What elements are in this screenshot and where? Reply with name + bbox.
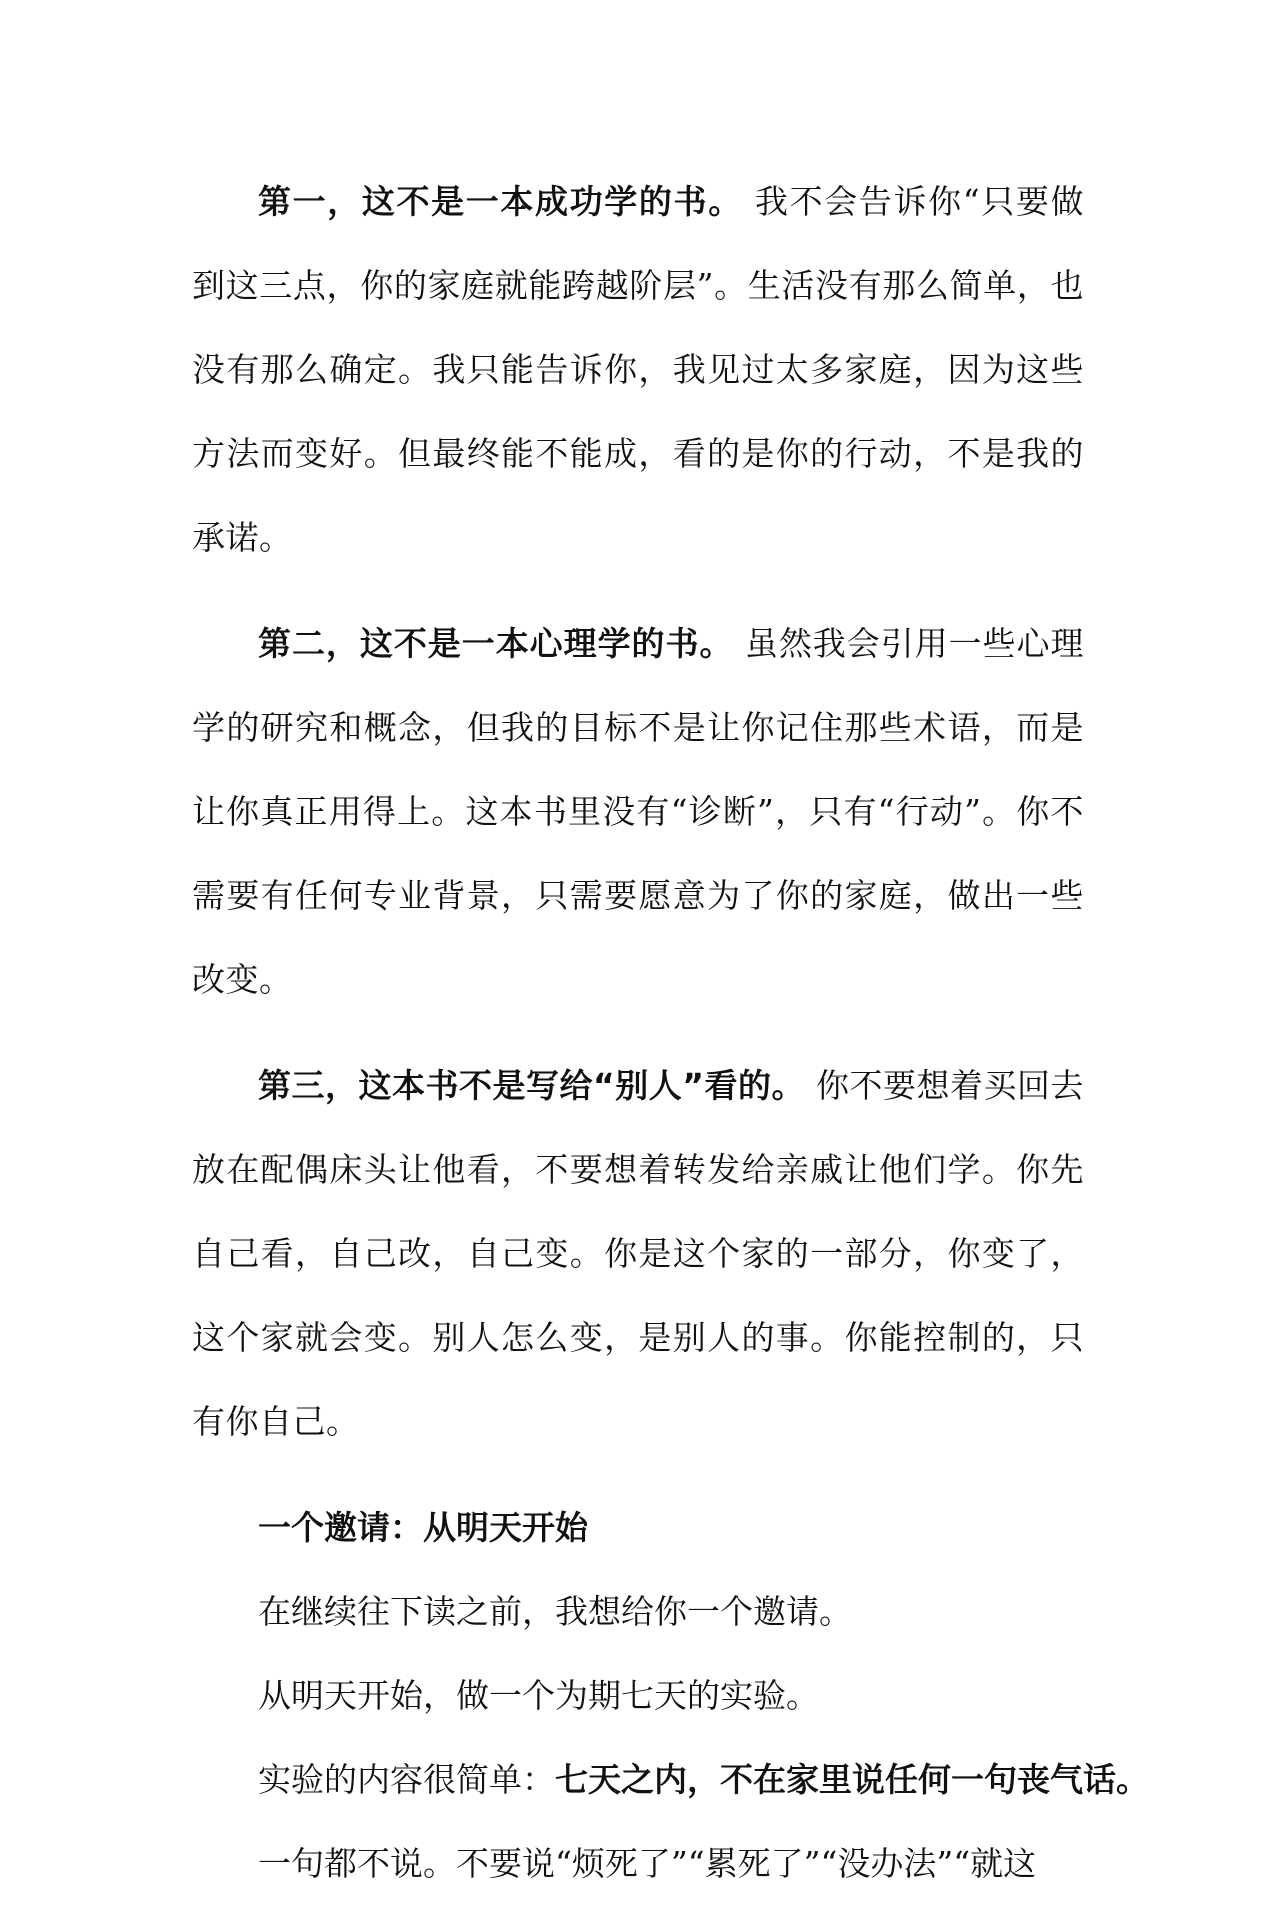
experiment-line: 从明天开始，做一个为期七天的实验。 bbox=[258, 1676, 819, 1715]
paragraph-first bbox=[192, 160, 1084, 580]
section-heading: 一个邀请：从明天开始 bbox=[258, 1508, 588, 1547]
paragraph-lead: 第一，这不是一本成功学的书。 bbox=[258, 182, 743, 221]
paragraph-body: 我不会告诉你“只要做到这三点，你的家庭就能跨越阶层”。生活没有那么简单，也没有那么确定。我只能告诉你，我见过太多家庭，因为这些方法而变好。但最终能不能成，看的是你的行动，不是我的承诺。 bbox=[192, 182, 1084, 557]
paragraph-lead: 第二，这不是一本心理学的书。 bbox=[258, 624, 734, 663]
paragraph-third bbox=[192, 1044, 1084, 1464]
paragraph-body: 虽然我会引用一些心理学的研究和概念，但我的目标不是让你记住那些术语，而是让你真正用得上。这本书里没有“诊断”，只有“行动”。你不需要有任何专业背景，只需要愿意为了你的家庭，做出一些改变。 bbox=[192, 624, 1085, 999]
document-page bbox=[192, 160, 1149, 1906]
paragraph-second bbox=[192, 602, 1084, 1022]
content-emphasis: 七天之内，不在家里说任何一句丧气话。 bbox=[555, 1760, 1149, 1799]
tail-line: 一句都不说。不要说“烦死了”“累死了”“没办法”“就这 bbox=[258, 1844, 1037, 1883]
paragraph-body: 你不要想着买回去放在配偶床头让他看，不要想着转发给亲戚让他们学。你先自己看，自己改，自己变。你是这个家的一部分，你变了，这个家就会变。别人怎么变，是别人的事。你能控制的，只有你自己。 bbox=[192, 1066, 1084, 1441]
paragraph-lead: 第三，这本书不是写给“别人”看的。 bbox=[258, 1066, 805, 1105]
content-line bbox=[192, 1738, 1149, 1822]
content-prefix: 实验的内容很简单： bbox=[258, 1760, 555, 1799]
invite-line: 在继续往下读之前，我想给你一个邀请。 bbox=[258, 1592, 852, 1631]
